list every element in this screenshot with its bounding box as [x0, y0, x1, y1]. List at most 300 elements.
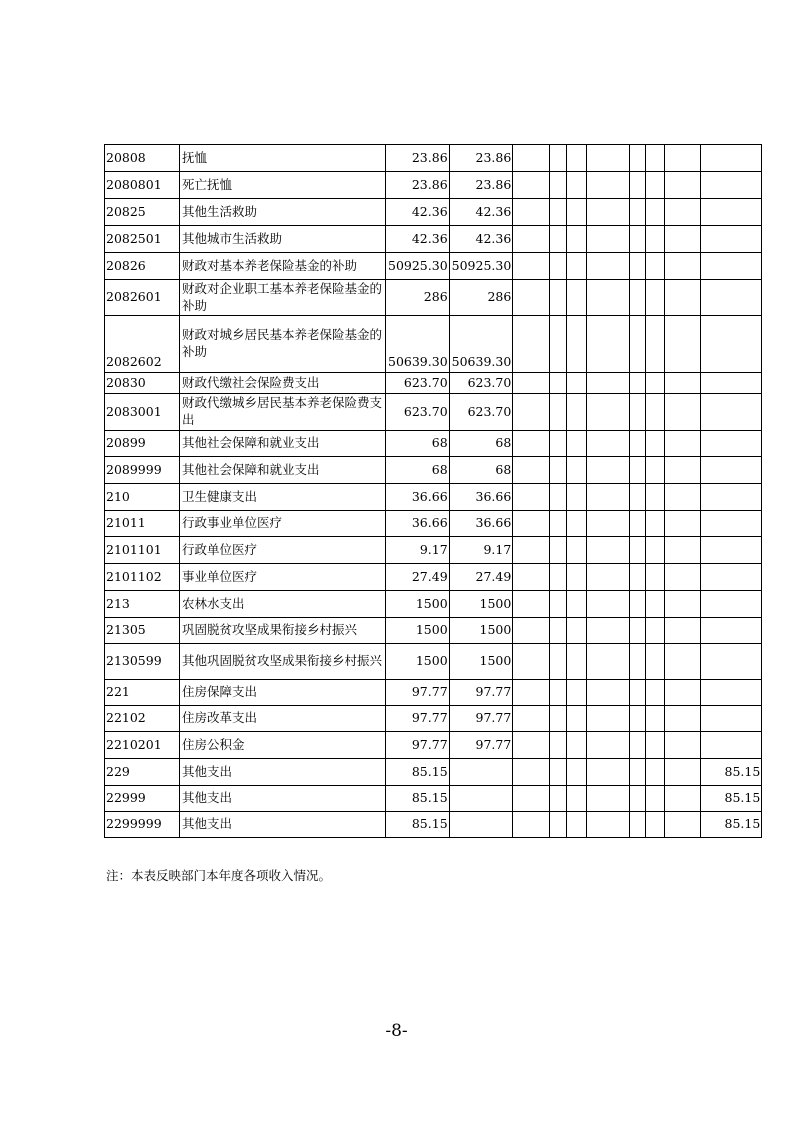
empty-cell — [550, 511, 567, 537]
empty-cell — [587, 759, 630, 786]
empty-cell — [665, 253, 701, 280]
empty-cell — [665, 759, 701, 786]
empty-cell — [646, 226, 665, 253]
table-row — [105, 706, 762, 732]
code-cell: 22102 — [105, 706, 180, 732]
empty-cell — [646, 511, 665, 537]
empty-cell — [630, 680, 646, 706]
empty-cell — [665, 618, 701, 644]
empty-cell — [665, 812, 701, 838]
empty-cell — [665, 732, 701, 759]
empty-cell — [567, 253, 587, 280]
empty-cell — [630, 644, 646, 680]
total-cell: 286 — [386, 280, 450, 316]
empty-cell — [630, 431, 646, 457]
empty-cell — [665, 172, 701, 199]
basic-budget-cell: 286 — [449, 280, 513, 316]
empty-cell — [513, 732, 550, 759]
basic-budget-cell: 1500 — [449, 644, 513, 680]
table-row — [105, 812, 762, 838]
total-cell: 623.70 — [386, 373, 450, 394]
empty-cell — [513, 618, 550, 644]
empty-cell — [646, 457, 665, 484]
name-cell: 行政事业单位医疗 — [180, 511, 386, 537]
total-cell: 1500 — [386, 644, 450, 680]
empty-cell — [550, 316, 567, 373]
empty-cell — [550, 591, 567, 618]
table-row — [105, 394, 762, 431]
empty-cell — [665, 786, 701, 812]
empty-cell — [646, 484, 665, 511]
name-cell: 财政代缴社会保险费支出 — [180, 373, 386, 394]
empty-cell — [587, 511, 630, 537]
empty-cell — [567, 644, 587, 680]
empty-cell — [646, 812, 665, 838]
empty-cell — [665, 706, 701, 732]
other-income-cell — [701, 316, 762, 373]
empty-cell — [567, 706, 587, 732]
code-cell: 2082501 — [105, 226, 180, 253]
empty-cell — [646, 759, 665, 786]
code-cell: 20899 — [105, 431, 180, 457]
empty-cell — [567, 537, 587, 564]
empty-cell — [665, 680, 701, 706]
total-cell: 42.36 — [386, 226, 450, 253]
table-row — [105, 537, 762, 564]
name-cell: 财政对企业职工基本养老保险基金的补助 — [180, 280, 386, 316]
empty-cell — [587, 316, 630, 373]
empty-cell — [513, 431, 550, 457]
empty-cell — [567, 680, 587, 706]
empty-cell — [587, 199, 630, 226]
basic-budget-cell: 1500 — [449, 591, 513, 618]
total-cell: 36.66 — [386, 511, 450, 537]
empty-cell — [646, 253, 665, 280]
empty-cell — [646, 145, 665, 172]
empty-cell — [665, 457, 701, 484]
other-income-cell — [701, 199, 762, 226]
empty-cell — [567, 394, 587, 431]
empty-cell — [587, 373, 630, 394]
code-cell: 2082602 — [105, 316, 180, 373]
empty-cell — [630, 253, 646, 280]
table-row — [105, 484, 762, 511]
empty-cell — [630, 172, 646, 199]
empty-cell — [646, 680, 665, 706]
empty-cell — [567, 145, 587, 172]
total-cell: 68 — [386, 431, 450, 457]
other-income-cell: 85.15 — [701, 786, 762, 812]
table-row — [105, 316, 762, 373]
basic-budget-cell: 50639.30 — [449, 316, 513, 373]
basic-budget-cell: 23.86 — [449, 145, 513, 172]
empty-cell — [630, 484, 646, 511]
empty-cell — [567, 759, 587, 786]
other-income-cell — [701, 564, 762, 591]
table-row — [105, 644, 762, 680]
empty-cell — [665, 280, 701, 316]
empty-cell — [567, 373, 587, 394]
empty-cell — [567, 484, 587, 511]
empty-cell — [513, 759, 550, 786]
empty-cell — [587, 172, 630, 199]
name-cell: 财政对城乡居民基本养老保险基金的补助 — [180, 316, 386, 373]
table-row — [105, 511, 762, 537]
empty-cell — [567, 431, 587, 457]
empty-cell — [567, 457, 587, 484]
code-cell: 2089999 — [105, 457, 180, 484]
empty-cell — [646, 644, 665, 680]
table-note: 注：本表反映部门本年度各项收入情况。 — [106, 868, 332, 883]
basic-budget-cell: 42.36 — [449, 226, 513, 253]
total-cell: 1500 — [386, 618, 450, 644]
empty-cell — [550, 537, 567, 564]
other-income-cell — [701, 145, 762, 172]
empty-cell — [665, 537, 701, 564]
empty-cell — [567, 226, 587, 253]
total-cell: 50639.30 — [386, 316, 450, 373]
total-cell: 623.70 — [386, 394, 450, 431]
name-cell: 其他巩固脱贫攻坚成果衔接乡村振兴 — [180, 644, 386, 680]
table-row — [105, 226, 762, 253]
total-cell: 36.66 — [386, 484, 450, 511]
empty-cell — [567, 316, 587, 373]
other-income-cell — [701, 618, 762, 644]
empty-cell — [646, 199, 665, 226]
code-cell: 2101102 — [105, 564, 180, 591]
empty-cell — [630, 537, 646, 564]
name-cell: 其他生活救助 — [180, 199, 386, 226]
total-cell: 23.86 — [386, 172, 450, 199]
total-cell: 50925.30 — [386, 253, 450, 280]
total-cell: 23.86 — [386, 145, 450, 172]
empty-cell — [550, 786, 567, 812]
total-cell: 68 — [386, 457, 450, 484]
basic-budget-cell: 1500 — [449, 618, 513, 644]
empty-cell — [513, 812, 550, 838]
empty-cell — [550, 484, 567, 511]
other-income-cell — [701, 706, 762, 732]
table-row — [105, 591, 762, 618]
name-cell: 财政对基本养老保险基金的补助 — [180, 253, 386, 280]
total-cell: 85.15 — [386, 786, 450, 812]
table-row — [105, 145, 762, 172]
basic-budget-cell: 97.77 — [449, 680, 513, 706]
empty-cell — [630, 199, 646, 226]
total-cell: 85.15 — [386, 759, 450, 786]
empty-cell — [587, 706, 630, 732]
empty-cell — [587, 812, 630, 838]
empty-cell — [646, 280, 665, 316]
empty-cell — [513, 226, 550, 253]
empty-cell — [646, 618, 665, 644]
empty-cell — [513, 591, 550, 618]
name-cell: 其他支出 — [180, 812, 386, 838]
empty-cell — [587, 457, 630, 484]
empty-cell — [550, 280, 567, 316]
empty-cell — [665, 145, 701, 172]
empty-cell — [587, 680, 630, 706]
code-cell: 2101101 — [105, 537, 180, 564]
other-income-cell: 85.15 — [701, 812, 762, 838]
empty-cell — [646, 591, 665, 618]
table-row — [105, 199, 762, 226]
basic-budget-cell: 68 — [449, 431, 513, 457]
empty-cell — [567, 564, 587, 591]
page-number: -8- — [385, 1021, 408, 1041]
empty-cell — [567, 812, 587, 838]
code-cell: 21011 — [105, 511, 180, 537]
empty-cell — [646, 172, 665, 199]
empty-cell — [665, 484, 701, 511]
name-cell: 事业单位医疗 — [180, 564, 386, 591]
empty-cell — [646, 394, 665, 431]
empty-cell — [567, 199, 587, 226]
empty-cell — [513, 373, 550, 394]
empty-cell — [646, 537, 665, 564]
empty-cell — [665, 316, 701, 373]
empty-cell — [513, 394, 550, 431]
basic-budget-cell: 9.17 — [449, 537, 513, 564]
empty-cell — [630, 591, 646, 618]
empty-cell — [630, 618, 646, 644]
total-cell: 97.77 — [386, 706, 450, 732]
code-cell: 2083001 — [105, 394, 180, 431]
basic-budget-cell — [449, 786, 513, 812]
empty-cell — [665, 564, 701, 591]
basic-budget-cell — [449, 759, 513, 786]
empty-cell — [665, 591, 701, 618]
empty-cell — [513, 786, 550, 812]
empty-cell — [630, 457, 646, 484]
total-cell: 85.15 — [386, 812, 450, 838]
empty-cell — [550, 253, 567, 280]
empty-cell — [665, 644, 701, 680]
table-body — [105, 145, 762, 838]
name-cell: 其他社会保障和就业支出 — [180, 457, 386, 484]
empty-cell — [513, 680, 550, 706]
empty-cell — [550, 812, 567, 838]
empty-cell — [665, 199, 701, 226]
empty-cell — [630, 812, 646, 838]
empty-cell — [646, 706, 665, 732]
revenue-table — [104, 144, 762, 838]
empty-cell — [513, 253, 550, 280]
code-cell: 2130599 — [105, 644, 180, 680]
code-cell: 20826 — [105, 253, 180, 280]
empty-cell — [587, 484, 630, 511]
empty-cell — [587, 564, 630, 591]
name-cell: 巩固脱贫攻坚成果衔接乡村振兴 — [180, 618, 386, 644]
empty-cell — [587, 145, 630, 172]
empty-cell — [513, 172, 550, 199]
empty-cell — [630, 226, 646, 253]
empty-cell — [513, 564, 550, 591]
empty-cell — [513, 316, 550, 373]
empty-cell — [630, 706, 646, 732]
code-cell: 213 — [105, 591, 180, 618]
table-row — [105, 172, 762, 199]
other-income-cell — [701, 172, 762, 199]
basic-budget-cell: 623.70 — [449, 373, 513, 394]
total-cell: 1500 — [386, 591, 450, 618]
empty-cell — [550, 759, 567, 786]
empty-cell — [587, 644, 630, 680]
empty-cell — [550, 457, 567, 484]
empty-cell — [587, 431, 630, 457]
total-cell: 9.17 — [386, 537, 450, 564]
empty-cell — [513, 457, 550, 484]
table-row — [105, 786, 762, 812]
empty-cell — [665, 373, 701, 394]
empty-cell — [550, 680, 567, 706]
empty-cell — [567, 172, 587, 199]
other-income-cell: 85.15 — [701, 759, 762, 786]
empty-cell — [630, 145, 646, 172]
empty-cell — [567, 591, 587, 618]
name-cell: 住房公积金 — [180, 732, 386, 759]
name-cell: 死亡抚恤 — [180, 172, 386, 199]
empty-cell — [513, 484, 550, 511]
other-income-cell — [701, 732, 762, 759]
basic-budget-cell: 68 — [449, 457, 513, 484]
basic-budget-cell: 623.70 — [449, 394, 513, 431]
name-cell: 其他支出 — [180, 786, 386, 812]
code-cell: 2299999 — [105, 812, 180, 838]
other-income-cell — [701, 431, 762, 457]
empty-cell — [513, 644, 550, 680]
code-cell: 210 — [105, 484, 180, 511]
code-cell: 2082601 — [105, 280, 180, 316]
name-cell: 卫生健康支出 — [180, 484, 386, 511]
table-row — [105, 253, 762, 280]
empty-cell — [567, 618, 587, 644]
empty-cell — [665, 226, 701, 253]
table-row — [105, 431, 762, 457]
empty-cell — [550, 145, 567, 172]
empty-cell — [567, 511, 587, 537]
basic-budget-cell: 50925.30 — [449, 253, 513, 280]
other-income-cell — [701, 644, 762, 680]
empty-cell — [630, 786, 646, 812]
empty-cell — [587, 253, 630, 280]
other-income-cell — [701, 373, 762, 394]
empty-cell — [646, 316, 665, 373]
code-cell: 22999 — [105, 786, 180, 812]
empty-cell — [587, 732, 630, 759]
empty-cell — [550, 431, 567, 457]
empty-cell — [665, 511, 701, 537]
empty-cell — [513, 511, 550, 537]
basic-budget-cell: 97.77 — [449, 706, 513, 732]
empty-cell — [550, 644, 567, 680]
table-row — [105, 732, 762, 759]
code-cell: 20830 — [105, 373, 180, 394]
empty-cell — [513, 145, 550, 172]
empty-cell — [587, 618, 630, 644]
empty-cell — [513, 537, 550, 564]
empty-cell — [513, 199, 550, 226]
empty-cell — [513, 706, 550, 732]
empty-cell — [587, 591, 630, 618]
empty-cell — [550, 394, 567, 431]
empty-cell — [665, 431, 701, 457]
code-cell: 229 — [105, 759, 180, 786]
empty-cell — [587, 786, 630, 812]
empty-cell — [587, 537, 630, 564]
empty-cell — [550, 732, 567, 759]
name-cell: 住房改革支出 — [180, 706, 386, 732]
empty-cell — [630, 564, 646, 591]
empty-cell — [646, 732, 665, 759]
empty-cell — [630, 280, 646, 316]
table-row — [105, 280, 762, 316]
basic-budget-cell: 36.66 — [449, 484, 513, 511]
empty-cell — [587, 280, 630, 316]
other-income-cell — [701, 511, 762, 537]
basic-budget-cell: 27.49 — [449, 564, 513, 591]
empty-cell — [630, 511, 646, 537]
empty-cell — [550, 373, 567, 394]
basic-budget-cell: 23.86 — [449, 172, 513, 199]
empty-cell — [630, 316, 646, 373]
empty-cell — [550, 199, 567, 226]
name-cell: 行政单位医疗 — [180, 537, 386, 564]
other-income-cell — [701, 226, 762, 253]
empty-cell — [630, 373, 646, 394]
empty-cell — [550, 564, 567, 591]
empty-cell — [550, 226, 567, 253]
name-cell: 财政代缴城乡居民基本养老保险费支出 — [180, 394, 386, 431]
total-cell: 97.77 — [386, 732, 450, 759]
code-cell: 221 — [105, 680, 180, 706]
empty-cell — [550, 618, 567, 644]
basic-budget-cell: 97.77 — [449, 732, 513, 759]
name-cell: 住房保障支出 — [180, 680, 386, 706]
name-cell: 抚恤 — [180, 145, 386, 172]
total-cell: 97.77 — [386, 680, 450, 706]
name-cell: 其他支出 — [180, 759, 386, 786]
table-row — [105, 680, 762, 706]
total-cell: 27.49 — [386, 564, 450, 591]
basic-budget-cell: 36.66 — [449, 511, 513, 537]
empty-cell — [646, 431, 665, 457]
other-income-cell — [701, 537, 762, 564]
empty-cell — [513, 280, 550, 316]
empty-cell — [567, 280, 587, 316]
empty-cell — [630, 732, 646, 759]
empty-cell — [550, 706, 567, 732]
table-row — [105, 618, 762, 644]
other-income-cell — [701, 591, 762, 618]
code-cell: 21305 — [105, 618, 180, 644]
code-cell: 20808 — [105, 145, 180, 172]
other-income-cell — [701, 680, 762, 706]
code-cell: 20825 — [105, 199, 180, 226]
empty-cell — [567, 732, 587, 759]
empty-cell — [587, 394, 630, 431]
code-cell: 2080801 — [105, 172, 180, 199]
empty-cell — [630, 394, 646, 431]
empty-cell — [646, 786, 665, 812]
other-income-cell — [701, 280, 762, 316]
basic-budget-cell — [449, 812, 513, 838]
empty-cell — [587, 226, 630, 253]
total-cell: 42.36 — [386, 199, 450, 226]
other-income-cell — [701, 484, 762, 511]
empty-cell — [567, 786, 587, 812]
empty-cell — [630, 759, 646, 786]
